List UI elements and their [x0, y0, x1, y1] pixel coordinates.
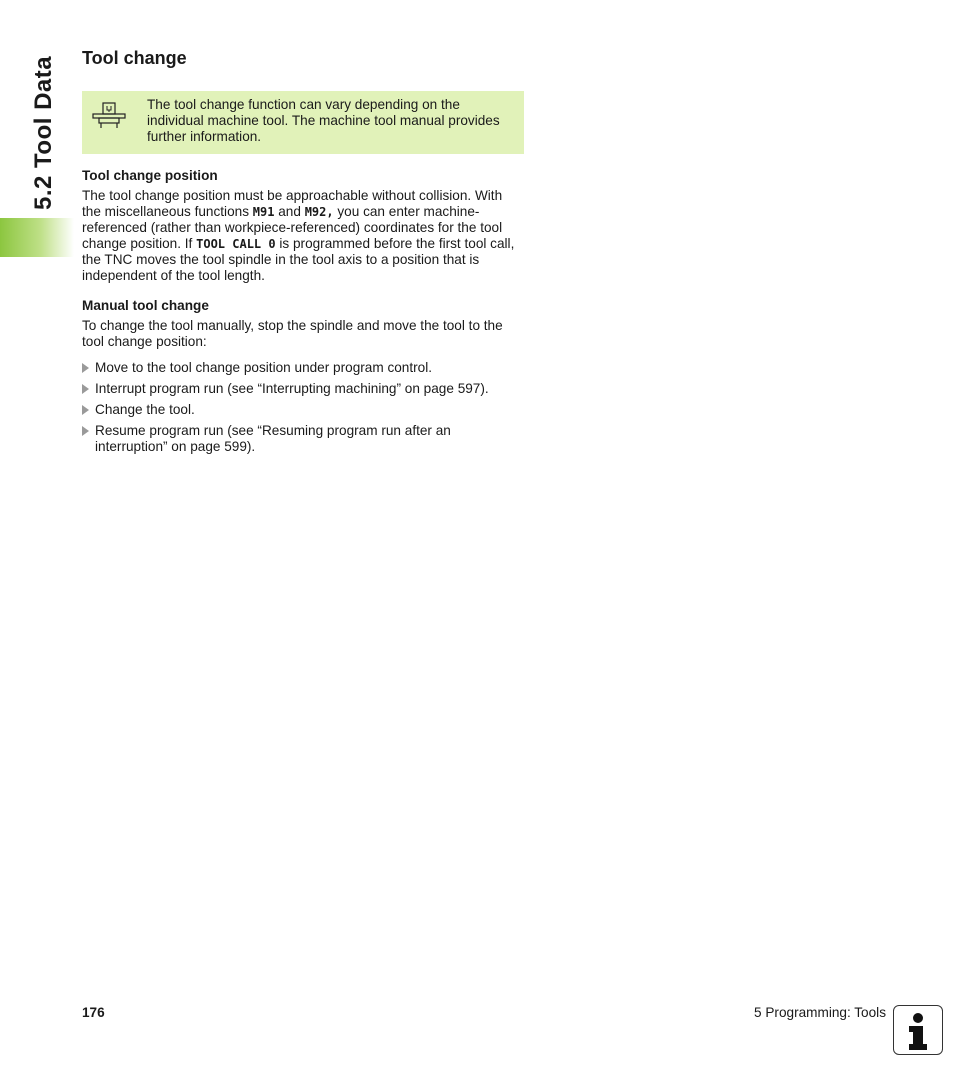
bullet-arrow-icon	[82, 426, 89, 436]
bullet-arrow-icon	[82, 384, 89, 394]
list-item: Resume program run (see “Resuming program run after an interruption” on page 599).	[82, 423, 524, 455]
note-text: The tool change function can vary depending on the individual machine tool. The machine tool manual provides further information.	[147, 97, 500, 144]
list-item: Interrupt program run (see “Interrupting machining” on page 597).	[82, 381, 524, 397]
list-item: Change the tool.	[82, 402, 524, 418]
code-tool-call: TOOL CALL 0	[196, 237, 276, 251]
tool-change-position-paragraph: The tool change position must be approachable without collision. With the miscellaneous functions M91 and M92, you can enter machine-referenced (rather than workpiece-referenced) coordinates for the tool change position. If TOOL CALL 0 is programmed before the first tool call, the TNC moves the tool spindle in the tool axis to a position that is independent of the tool length.	[82, 188, 515, 283]
main-content	[82, 48, 524, 460]
code-m91: M91	[252, 205, 275, 219]
bullet-arrow-icon	[82, 363, 89, 373]
page-number: 176	[82, 1005, 105, 1020]
chapter-side-title: 5.2 Tool Data	[30, 55, 57, 210]
section-title: Tool change	[82, 48, 187, 68]
footer-chapter-title: 5 Programming: Tools	[754, 1005, 886, 1020]
bullet-arrow-icon	[82, 405, 89, 415]
info-icon	[893, 1005, 943, 1055]
manual-tool-change-heading: Manual tool change	[82, 298, 209, 313]
tool-change-position-heading: Tool change position	[82, 168, 218, 183]
list-item: Move to the tool change position under program control.	[82, 360, 524, 376]
machine-note-box	[82, 91, 524, 154]
manual-tool-change-intro: To change the tool manually, stop the spindle and move the tool to the tool change position:	[82, 318, 503, 349]
manual-steps-list	[82, 360, 524, 455]
machine-tool-icon	[91, 101, 127, 129]
chapter-tab-marker	[0, 218, 74, 257]
code-m92: M92,	[304, 205, 334, 219]
